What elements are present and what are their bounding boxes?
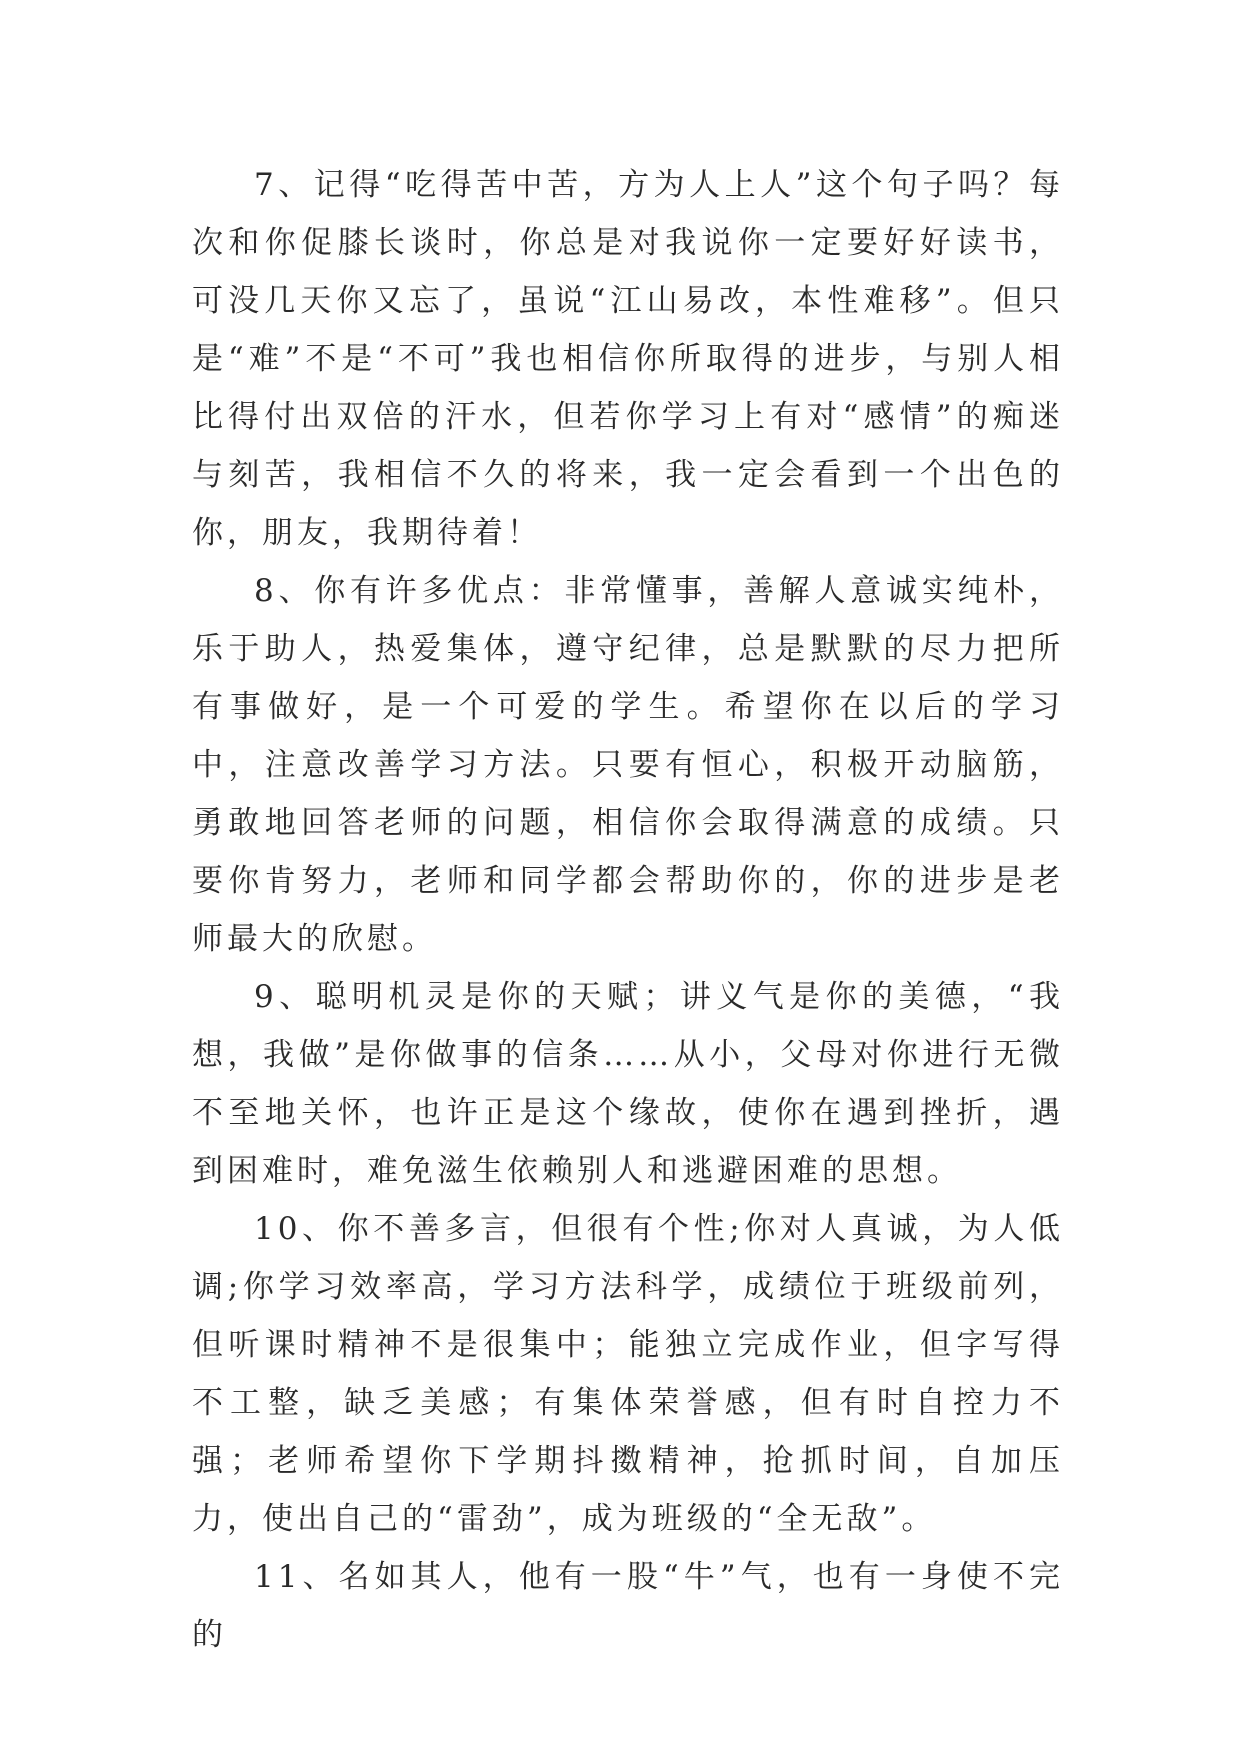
- paragraph-7: 7、记得“吃得苦中苦，方为人上人”这个句子吗？每次和你促膝长谈时，你总是对我说你一定要好好读书，可没几天你又忘了，虽说“江山易改，本性难移”。但只是“难”不是“不可”我也相信你所取得的进步，与别人相比得付出双倍的汗水，但若你学习上有对“感情”的痴迷与刻苦，我相信不久的将来，我一定会看到一个出色的你，朋友，我期待着！: [192, 167, 1064, 551]
- paragraph-10: 10、你不善多言，但很有个性;你对人真诚，为人低调;你学习效率高，学习方法科学，成绩位于班级前列，但听课时精神不是很集中；能独立完成作业，但字写得不工整，缺乏美感；有集体荣誉感，但有时自控力不强；老师希望你下学期抖擞精神，抢抓时间，自加压力，使出自己的“雷劲”，成为班级的“全无敌”。: [192, 1211, 1064, 1537]
- paragraph-9: 9、聪明机灵是你的天赋；讲义气是你的美德，“我想，我做”是你做事的信条……从小，父母对你进行无微不至地关怀，也许正是这个缘故，使你在遇到挫折，遇到困难时，难免滋生依赖别人和逃避困难的思想。: [192, 979, 1064, 1189]
- paragraph-8: 8、你有许多优点：非常懂事，善解人意诚实纯朴，乐于助人，热爱集体，遵守纪律，总是默默的尽力把所有事做好，是一个可爱的学生。希望你在以后的学习中，注意改善学习方法。只要有恒心，积极开动脑筋，勇敢地回答老师的问题，相信你会取得满意的成绩。只要你肯努力，老师和同学都会帮助你的，你的进步是老师最大的欣慰。: [192, 573, 1064, 957]
- paragraph-11: 11、名如其人，他有一股“牛”气，也有一身使不完的: [192, 1559, 1064, 1653]
- body-text: [192, 156, 1064, 1664]
